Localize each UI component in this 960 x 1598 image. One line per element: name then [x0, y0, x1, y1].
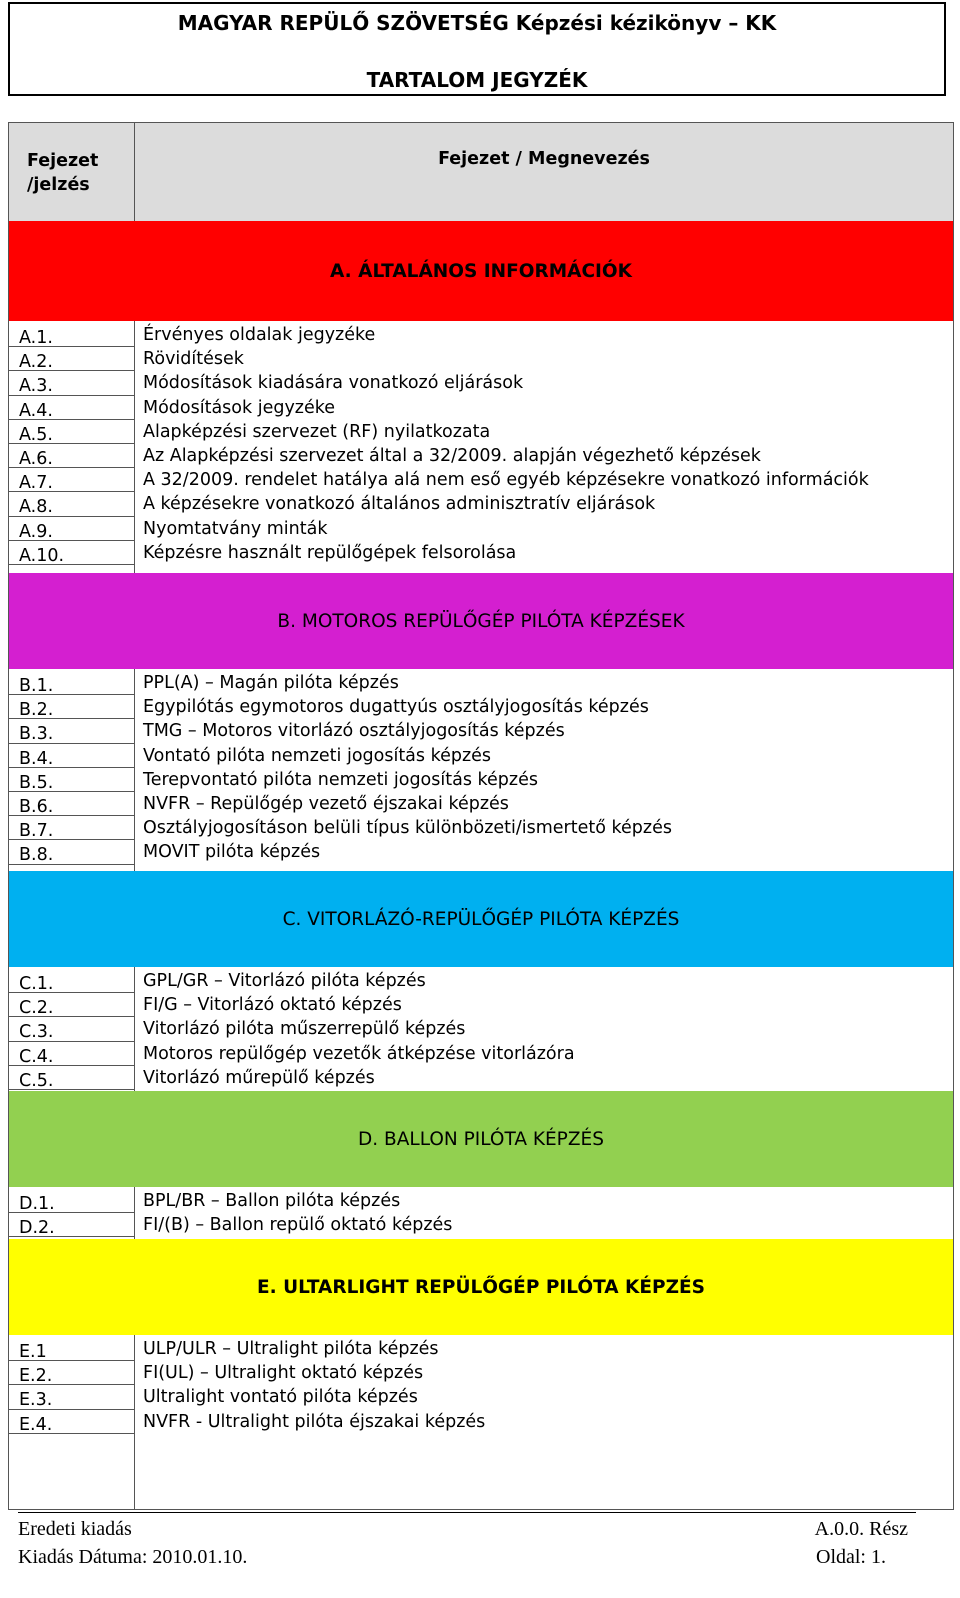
- chapter-title: Rövidítések: [143, 349, 244, 370]
- section-a-banner: [9, 221, 953, 321]
- chapter-code: E.2.: [9, 1361, 134, 1385]
- chapter-code: A.3.: [9, 371, 134, 395]
- footer-part: A.0.0. Rész: [814, 1518, 908, 1540]
- chapter-code: D.1.: [9, 1189, 134, 1213]
- chapter-code: A.8.: [9, 492, 134, 516]
- document-title-box: [8, 2, 946, 96]
- section-e-banner: [9, 1239, 953, 1335]
- chapter-code: C.2.: [9, 993, 134, 1017]
- section-e-title: E. ULTARLIGHT REPÜLŐGÉP PILÓTA KÉPZÉS: [257, 1276, 705, 1298]
- chapter-code: B.4.: [9, 744, 134, 768]
- chapter-title: A 32/2009. rendelet hatálya alá nem eső egyéb képzésekre vonatkozó információk: [143, 470, 869, 491]
- section-d-title: D. BALLON PILÓTA KÉPZÉS: [358, 1128, 604, 1150]
- chapter-title: GPL/GR – Vitorlázó pilóta képzés: [143, 971, 426, 991]
- chapter-code: A.4.: [9, 396, 134, 420]
- chapter-title: Vontató pilóta nemzeti jogosítás képzés: [143, 745, 492, 766]
- chapter-code: B.8.: [9, 840, 134, 864]
- chapter-code: B.1.: [9, 671, 134, 695]
- document-title: MAGYAR REPÜLŐ SZÖVETSÉG Képzési kézikönyv – KK: [177, 11, 777, 35]
- chapter-code: E.4.: [9, 1410, 134, 1434]
- footer-date: Kiadás Dátuma: 2010.01.10.: [18, 1546, 248, 1568]
- chapter-title: Képzésre használt repülőgépek felsorolása: [143, 542, 517, 563]
- chapter-code: B.2.: [9, 695, 134, 719]
- chapter-title: FI/G – Vitorlázó oktató képzés: [143, 995, 402, 1016]
- chapter-code: B.6.: [9, 792, 134, 816]
- chapter-code: A.5.: [9, 420, 134, 444]
- section-b-banner: [9, 573, 953, 669]
- chapter-title: Alapképzési szervezet (RF) nyilatkozata: [143, 421, 491, 442]
- section-d-banner: [9, 1091, 953, 1187]
- chapter-title: Ultralight vontató pilóta képzés: [143, 1387, 418, 1408]
- section-e-item-column: [143, 1337, 485, 1434]
- chapter-title: Vitorlázó pilóta műszerrepülő képzés: [143, 1019, 466, 1040]
- section-d-item-column: [143, 1189, 452, 1237]
- chapter-title: Osztályjogosításon belüli típus különbözeti/ismertető képzés: [143, 818, 672, 839]
- footer-divider: [18, 1512, 916, 1513]
- section-c-code-column: [9, 967, 135, 1091]
- chapter-title: MOVIT pilóta képzés: [143, 842, 321, 863]
- column-header-title-label: Fejezet / Megnevezés: [438, 149, 650, 169]
- section-b-code-column: [9, 669, 135, 871]
- section-d-rows: [9, 1187, 953, 1239]
- chapter-title: Érvényes oldalak jegyzéke: [143, 325, 376, 345]
- chapter-code: C.1.: [9, 969, 134, 993]
- section-a-rows: [9, 321, 953, 573]
- section-c-item-column: [143, 969, 575, 1090]
- chapter-title: Módosítások jegyzéke: [143, 397, 336, 418]
- column-header-title: [135, 123, 953, 221]
- footer-page: Oldal: 1.: [816, 1546, 886, 1568]
- section-b-title: B. MOTOROS REPÜLŐGÉP PILÓTA KÉPZÉSEK: [277, 610, 685, 632]
- chapter-code: E.1: [9, 1337, 134, 1361]
- chapter-code: A.1.: [9, 323, 134, 347]
- chapter-code: C.5.: [9, 1066, 134, 1090]
- chapter-title: Vitorlázó műrepülő képzés: [143, 1067, 375, 1088]
- chapter-code: A.9.: [9, 517, 134, 541]
- chapter-code: B.5.: [9, 768, 134, 792]
- chapter-title: FI(UL) – Ultralight oktató képzés: [143, 1363, 424, 1384]
- chapter-code: C.3.: [9, 1017, 134, 1041]
- chapter-title: Az Alapképzési szervezet által a 32/2009. alapján végezhető képzések: [143, 445, 761, 466]
- section-c-title: C. VITORLÁZÓ-REPÜLŐGÉP PILÓTA KÉPZÉS: [282, 908, 680, 930]
- chapter-code: A.2.: [9, 347, 134, 371]
- chapter-title: NVFR - Ultralight pilóta éjszakai képzés: [143, 1411, 486, 1432]
- column-header-code: [9, 123, 135, 221]
- section-c-banner: [9, 871, 953, 967]
- table-of-contents: [8, 122, 954, 1510]
- chapter-code: C.4.: [9, 1042, 134, 1066]
- chapter-code: B.7.: [9, 816, 134, 840]
- section-d-code-column: [9, 1187, 135, 1239]
- chapter-title: A képzésekre vonatkozó általános adminisztratív eljárások: [143, 494, 656, 515]
- column-header-code-label: Fejezet /jelzés: [27, 151, 99, 195]
- chapter-title: Egypilótás egymotoros dugattyús osztályjogosítás képzés: [143, 697, 649, 718]
- section-b-item-column: [143, 671, 672, 865]
- chapter-code: D.2.: [9, 1213, 134, 1237]
- chapter-title: TMG – Motoros vitorlázó osztályjogosítás képzés: [143, 721, 565, 742]
- chapter-title: Nyomtatvány minták: [143, 518, 328, 539]
- section-b-rows: [9, 669, 953, 871]
- chapter-code: E.3.: [9, 1385, 134, 1409]
- section-e-code-column: [9, 1335, 135, 1509]
- chapter-code: B.3.: [9, 719, 134, 743]
- chapter-title: Motoros repülőgép vezetők átképzése vitorlázóra: [143, 1043, 575, 1064]
- chapter-title: Módosítások kiadására vonatkozó eljárások: [143, 373, 524, 394]
- chapter-code: A.10.: [9, 541, 134, 565]
- footer-edition: Eredeti kiadás: [18, 1518, 132, 1540]
- chapter-title: PPL(A) – Magán pilóta képzés: [143, 673, 399, 693]
- section-a-title: A. ÁLTALÁNOS INFORMÁCIÓK: [330, 260, 632, 282]
- chapter-title: BPL/BR – Ballon pilóta képzés: [143, 1191, 401, 1211]
- chapter-code: A.6.: [9, 444, 134, 468]
- document-subtitle: TARTALOM JEGYZÉK: [366, 68, 588, 92]
- section-c-rows: [9, 967, 953, 1091]
- section-e-rows: [9, 1335, 953, 1509]
- chapter-code: A.7.: [9, 468, 134, 492]
- section-a-code-column: [9, 321, 135, 573]
- chapter-title: Terepvontató pilóta nemzeti jogosítás képzés: [143, 769, 538, 790]
- chapter-title: NVFR – Repülőgép vezető éjszakai képzés: [143, 793, 509, 814]
- section-a-item-column: [143, 323, 869, 565]
- chapter-title: ULP/ULR – Ultralight pilóta képzés: [143, 1339, 439, 1359]
- chapter-title: FI/(B) – Ballon repülő oktató képzés: [143, 1215, 453, 1236]
